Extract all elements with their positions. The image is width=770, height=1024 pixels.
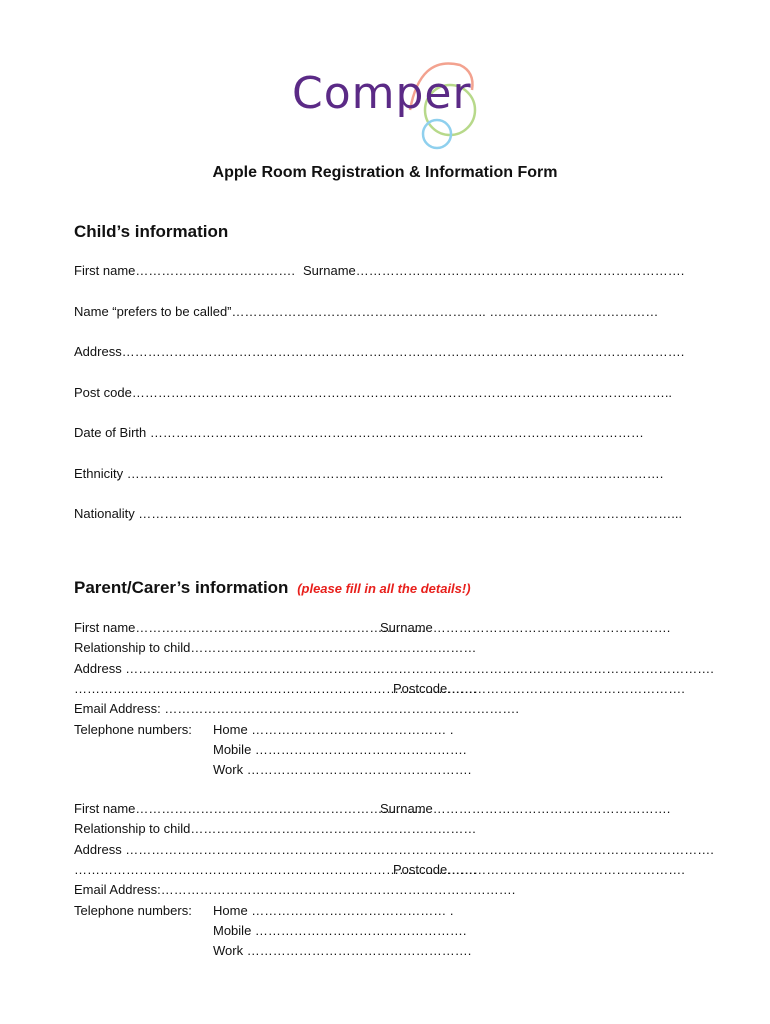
child-address-field[interactable]: Address…………………………………………………………………………………………………………………. [74, 344, 685, 359]
parent-email-field[interactable]: Email Address: ………………………………………………………………………. [74, 701, 519, 716]
child-section-heading: Child’s information [74, 222, 229, 241]
parent-address-field[interactable]: Address ………………………………………………………………………………………………………………………. [74, 661, 714, 676]
parent-section-title: Parent/Carer’s information [74, 578, 289, 597]
parent-mobile-phone-field[interactable]: Mobile …………………………………………. [213, 923, 467, 938]
parent-relationship-field[interactable]: Relationship to child………………………………………………………… [74, 821, 477, 836]
child-surname-field[interactable]: Surname…………………………………………………………………. [303, 263, 685, 278]
parent-home-phone-field[interactable]: Home ……………………………………… . [213, 722, 454, 737]
parent-surname-field[interactable]: Surname………………………………………………. [380, 620, 671, 635]
parent-relationship-field[interactable]: Relationship to child………………………………………………………… [74, 640, 477, 655]
parent-mobile-phone-field[interactable]: Mobile …………………………………………. [213, 742, 467, 757]
child-ethnicity-field[interactable]: Ethnicity ……………………………………………………………………………………………………………. [74, 466, 664, 481]
parent-email-field[interactable]: Email Address:………………………………………………………………………. [74, 882, 516, 897]
parent-section-heading [74, 578, 471, 598]
child-first-name-field[interactable]: First name………………………………. [74, 263, 296, 278]
comper-logo [290, 50, 485, 155]
parent-first-name-field[interactable]: First name…………………………………………………………. [74, 801, 426, 816]
parent-address-line2-field[interactable]: ………………………………………………………………………………… [74, 862, 477, 877]
parent-work-phone-field[interactable]: Work ……………………………………………. [213, 762, 472, 777]
parent-section-note: (please fill in all the details!) [297, 581, 471, 596]
child-preferred-name-field[interactable]: Name “prefers to be called”………………………………………………….. ………………………………… [74, 304, 659, 319]
parent-home-phone-field[interactable]: Home ……………………………………… . [213, 903, 454, 918]
parent-work-phone-field[interactable]: Work ……………………………………………. [213, 943, 472, 958]
page-title: Apple Room Registration & Information Form [212, 164, 558, 181]
parent-address-line2-field[interactable]: ………………………………………………………………………………… [74, 681, 477, 696]
parent-first-name-field[interactable]: First name…………………………………………………………. [74, 620, 426, 635]
child-post-code-field[interactable]: Post code…………………………………………………………………………………………………………….. [74, 385, 673, 400]
child-date-of-birth-field[interactable]: Date of Birth …………………………………………………………………………………………………… [74, 425, 644, 440]
parent-phone-label: Telephone numbers: [74, 722, 192, 737]
parent-postcode-field[interactable]: Postcode………………………………………………. [393, 681, 685, 696]
parent-surname-field[interactable]: Surname………………………………………………. [380, 801, 671, 816]
child-nationality-field[interactable]: Nationality ……………………………………………………………………………………………………………... [74, 506, 683, 521]
parent-address-field[interactable]: Address ………………………………………………………………………………………………………………………. [74, 842, 714, 857]
logo-wordmark: Comper [292, 68, 472, 119]
parent-postcode-field[interactable]: Postcode………………………………………………. [393, 862, 685, 877]
parent-phone-label: Telephone numbers: [74, 903, 192, 918]
